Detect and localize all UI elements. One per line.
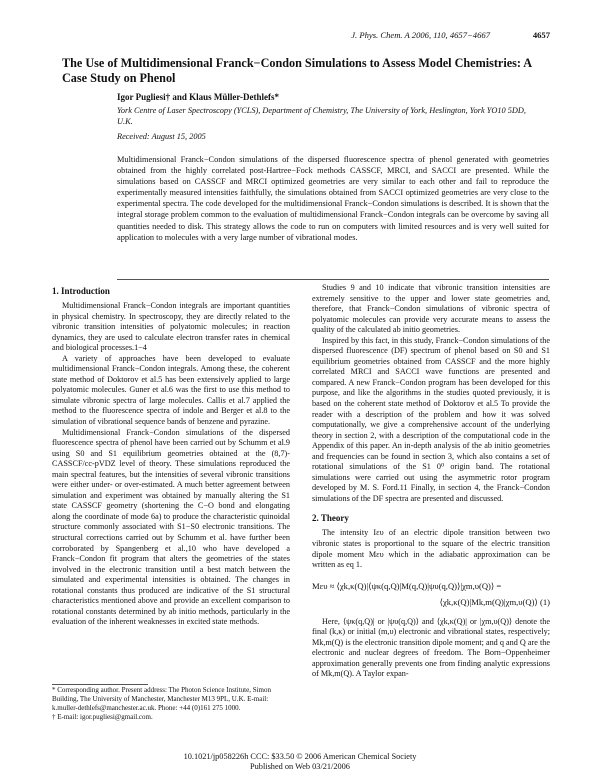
footnote-email: † E-mail: igor.pugliesi@gmail.com. — [52, 712, 153, 721]
intro-heading: 1. Introduction — [52, 286, 110, 296]
author-list: Igor Pugliesi† and Klaus Müller-Dethlefs* — [117, 92, 279, 102]
abstract-divider — [117, 279, 549, 280]
theory-heading: 2. Theory — [312, 513, 349, 524]
theory-paragraph-2: Here, ⟨ψκ(q,Q)| or |ψυ(q,Q)⟩ and ⟨χk,κ(Q)| or |χm,υ(Q)⟩ denote the final (k,κ) or initial (m,υ) electronic and vibrational states, respectively; Mk,m(Q) is the electronic transition dipole moment; and q and Q are the electronic and nuclear degrees of freedom. The Born−Oppenheimer approximation generally prevents one from finding analytic expressions of Mk,m(Q). A Taylor expan- — [312, 616, 550, 679]
studies-paragraph: Studies 9 and 10 indicate that vibronic transition intensities are extremely sensitive to the upper and lower state geometries and, therefore, that Franck−Condon simulations of vibronic spectra of polyatomic molecules can provide very accurate means to assess the quality of the calculated ab initio geometries. — [312, 283, 550, 335]
footnote-corresponding: * Corresponding author. Present address: The Photon Science Institute, Simon Building, The University of Manchester, Manchester M13 9PL, U.K. E-mail: k.muller-dethlefs@manchester.ac.uk. Phone: +44 (0)161 275 1000. — [52, 686, 271, 712]
page-number: 4657 — [532, 30, 550, 40]
left-column — [52, 283, 290, 628]
inspired-paragraph: Inspired by this fact, in this study, Franck−Condon simulations of the dispersed fluorescence (DF) spectrum of phenol based on S0 and S1 equilibrium geometries obtained from CASSCF and the more highly correlated MRCI and SACCI wave functions are presented and compared. A new Franck−Condon program has been developed for this purpose, and like the algorithms in the studies quoted previously, it is based on the coherent state method of Doktorov et al.5 To provide the reader with a description of the problem and how it was solved computationally, we give a comprehensive account of the underlying theory in section 2, with a description of the computational code in the Appendix of this paper. An in-depth analysis of the ab initio geometries and frequencies can be found in section 3, which also contains a set of rotational simulations of the S1 0⁰ origin band. The rotational simulations were carried out using the asymmetric rotor program developed by M. S. Ford.11 Finally, in section 4, the Franck−Condon simulations of the DF spectra are presented and discussed. — [312, 335, 550, 503]
right-column — [312, 283, 550, 680]
article-title: The Use of Multidimensional Franck−Condon Simulations to Assess Model Chemistries: A Case Study on Phenol — [62, 56, 532, 85]
equation-1-line-1: Mευ ≈ ⟨χk,κ(Q)|⟨ψκ(q,Q)|M(q,Q)|ψυ(q,Q)⟩|χm,υ(Q)⟩ = — [312, 580, 502, 591]
doi-line: 10.1021/jp058226h CCC: $33.50 © 2006 American Chemical Society — [183, 752, 417, 761]
footnote-divider — [52, 684, 148, 685]
journal-info: J. Phys. Chem. A 2006, 110, 4657−4667 — [351, 30, 490, 40]
theory-paragraph-1: The intensity Iευ of an electric dipole transition between two vibronic states is proportional to the square of the electric transition dipole moment Mευ which in the adiabatic approximation can be written as eq 1. — [312, 528, 550, 570]
equation-1-line-2: ⟨χk,κ(Q)|Mk,m(Q)|χm,υ(Q)⟩ (1) — [439, 596, 550, 607]
published-date: Published on Web 03/21/2006 — [250, 762, 350, 771]
intro-paragraph-3: Multidimensional Franck−Condon simulations of the dispersed fluorescence spectra of phenol have been carried out by Schumm et al.9 using S0 and S1 equilibrium geometries obtained at the (8,7)-CASSCF/cc-pVDZ level of theory. These simulations reproduced the main spectral features, but the intensities of several vibronic transitions were either under- or over-estimated. A much better agreement between simulation and experiment was obtained by manually altering the S1 state CASSCF geometry (shortening the C−O bond and elongating along the coordinate of mode 6a) to produce the characteristic quinoidal structure commonly associated with S1−S0 electronic transitions. The structural corrections carried out by Schumm et al. have further been corroborated by Spangenberg et al.,10 who have developed a Franck−Condon fit program that alters the geometries of the states involved in the electronic transition until a best match between the simulated and experimental intensities is obtained. The changes in rotational constants thus produced are indicative of the S1 structural characteristics mentioned above and provide an excellent comparison to rotational constants determined by ab initio methods, particularly in the evaluation of the inherent weaknesses in excited state methods. — [52, 427, 290, 627]
equation-1 — [312, 573, 550, 613]
abstract: Multidimensional Franck−Condon simulations of the dispersed fluorescence spectra of phenol generated with geometries obtained from the highly correlated post-Hartree−Fock methods CASSCF, MRCI, and SACCI are presented. While the simulations based on CASSCF and MRCI optimized geometries are very similar to each other and fail to reproduce the experimentally measured intensities faithfully, the simulations obtained from SACCI optimized geometries are very close to the experimental spectra. The code developed for the multidimensional Franck−Condon simulations is described. It is shown that the integral storage problem common to the evaluation of multidimensional Franck−Condon integrals can be overcome by saving all quantities needed to disk. This strategy allows the code to run on computers with limited resources and is very well suited for application to molecules with a very large number of vibrational modes. — [117, 155, 549, 242]
affiliation: York Centre of Laser Spectroscopy (YCLS), Department of Chemistry, The University of York, Heslington, York YO10 5DD, U.K. — [117, 106, 526, 126]
intro-paragraph-2: A variety of approaches have been developed to evaluate multidimensional Franck−Condon integrals. Among these, the coherent state method of Doktorov et al.5 has been extensively applied to large polyatomic molecules. Guner et al.6 was the first to use this method to simulate vibronic spectra of large molecules. Callis et al.7 applied the method to the fluorescence spectra of indole and Berger et al.8 to the simulation of vibrational sequence bands of benzene and pyrazine. — [52, 353, 290, 427]
intro-paragraph-1: Multidimensional Franck−Condon integrals are important quantities in physical chemistry. In spectroscopy, they are directly related to the vibronic transition intensities of polyatomic molecules; in reaction dynamics, they are used to calculate electron transfer rates in chemical and biological processes.1−4 — [52, 301, 290, 353]
footnotes — [52, 686, 290, 722]
received-date: Received: August 15, 2005 — [117, 132, 206, 141]
